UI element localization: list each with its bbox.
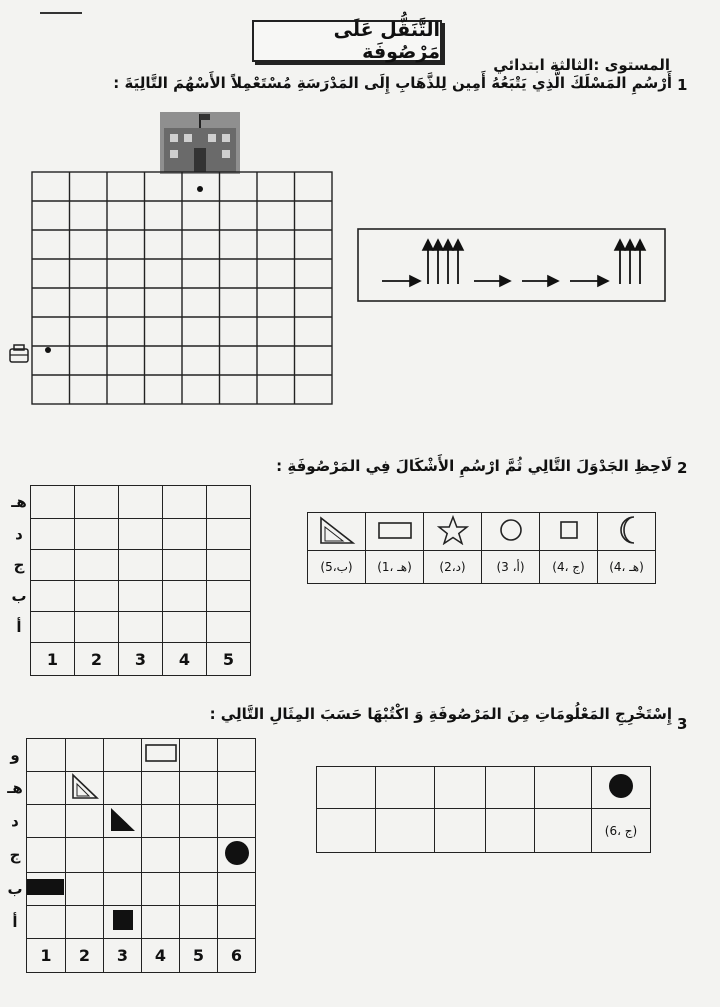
circle-shape — [482, 513, 540, 551]
legend-coord: (هـ ،1) — [366, 551, 424, 584]
page-title-text: التَّنَقُّل عَلَى مَرْصُوفَة — [333, 19, 440, 63]
example-circle — [592, 767, 651, 809]
grade-level: المستوى :الثالثة ابتدائي — [493, 56, 670, 74]
example-coord: (ج ،6) — [592, 809, 651, 853]
page-title — [252, 20, 442, 62]
col-label: 4 — [163, 643, 207, 676]
col-label: 2 — [75, 643, 119, 676]
row-label: هـ — [11, 493, 27, 511]
circle-filled-shape — [218, 838, 256, 873]
row-label: ج — [9, 846, 21, 864]
question-1-number: 1 — [677, 76, 688, 94]
col-label: 5 — [180, 939, 218, 973]
col-label: 3 — [119, 643, 163, 676]
legend-coord: (أ، 3) — [482, 551, 540, 584]
row-label: ج — [13, 556, 25, 574]
q3-grid — [4, 738, 256, 973]
question-1-text: أَرْسُمِ المَسْلَكَ الَّذِي يَتْبَعُهُ أَمِين لِلذَّهَابِ إِلَى المَدْرَسَةِ مُسْتَعْمِلاً الأَسْهُمَ التَّالِيَةَ : — [113, 74, 672, 92]
legend-coord: (د،2) — [424, 551, 482, 584]
square-shape — [540, 513, 598, 551]
legend-coord: (هـ ،4) — [598, 551, 656, 584]
star-shape — [424, 513, 482, 551]
q3-answer-table — [316, 766, 651, 853]
col-label: 1 — [27, 939, 66, 973]
col-label: 4 — [142, 939, 180, 973]
row-label: ب — [11, 587, 27, 605]
shape-legend — [307, 512, 656, 584]
question-3-text: إِسْتَخْرِجِ المَعْلُومَاتِ مِنَ المَرْصُوفَةِ وَ اكْتُبْهَا حَسَبَ المِثَالِ التَّالِي : — [209, 705, 672, 723]
col-label: 2 — [66, 939, 104, 973]
school-image — [160, 112, 240, 174]
row-label: أ — [16, 618, 22, 636]
row-label: ب — [7, 880, 23, 898]
question-3-number: 3 — [677, 715, 688, 733]
decorative-line — [40, 12, 82, 14]
schoolbag-icon — [8, 343, 30, 365]
question-2-number: 2 — [677, 459, 688, 477]
triangle-outline-shape — [66, 772, 104, 805]
triangle-filled-shape — [104, 805, 142, 838]
rectangle-shape — [142, 739, 180, 772]
col-label: 3 — [104, 939, 142, 973]
rectangle-shape — [366, 513, 424, 551]
school-point — [197, 186, 203, 192]
row-label: د — [15, 525, 23, 543]
col-label: 5 — [207, 643, 251, 676]
row-label: د — [11, 812, 19, 830]
square-filled-shape — [104, 906, 142, 939]
col-label: 1 — [31, 643, 75, 676]
crescent-shape — [598, 513, 656, 551]
row-label: هـ — [7, 779, 23, 797]
question-2-text: لَاحِظِ الجَدْوَلَ التَّالِي ثُمَّ ارْسُمِ الأَشْكَالَ فِي المَرْصُوفَةِ : — [276, 457, 672, 475]
legend-coord: (ج ،4) — [540, 551, 598, 584]
legend-coord: (ب،5) — [308, 551, 366, 584]
col-label: 6 — [218, 939, 256, 973]
q2-grid — [8, 485, 251, 676]
triangle-shape — [308, 513, 366, 551]
rectangle-filled-shape — [27, 873, 66, 906]
row-label: أ — [12, 913, 18, 931]
row-label: و — [10, 746, 20, 764]
start-point — [45, 347, 51, 353]
arrow-instructions — [356, 226, 668, 304]
q1-grid — [30, 170, 336, 408]
